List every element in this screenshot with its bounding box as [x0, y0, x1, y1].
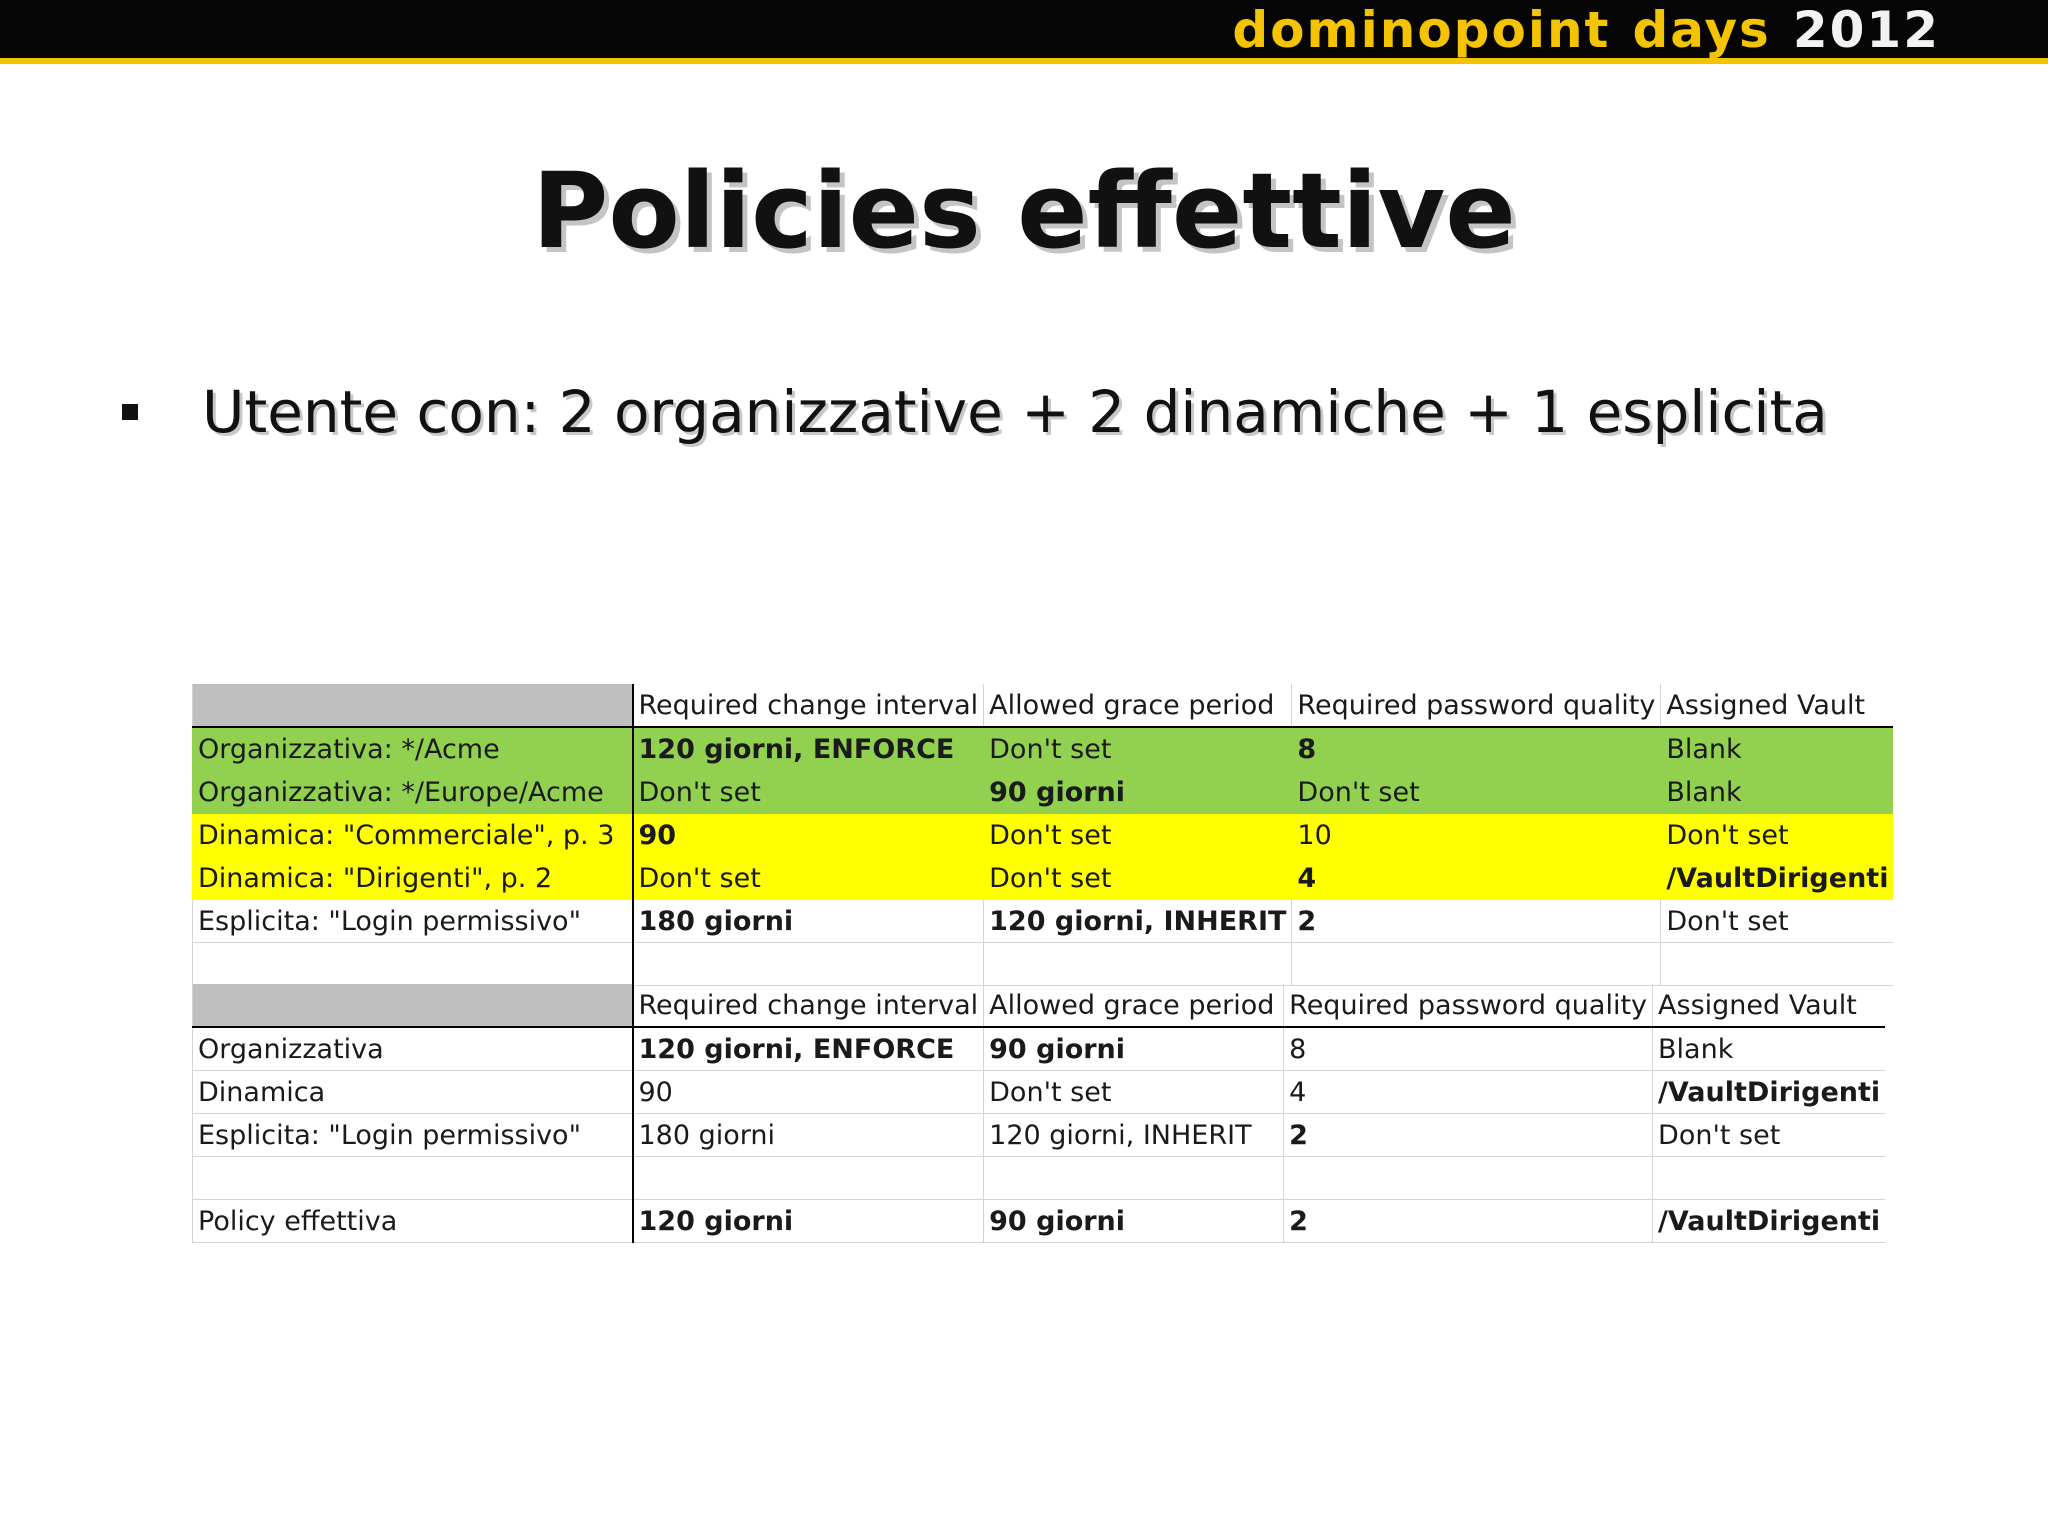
- table-cell: Don't set: [984, 727, 1292, 771]
- brand-logo: [1232, 2, 1940, 58]
- policies-table-body: [193, 684, 1894, 986]
- table-cell: 120 giorni, ENFORCE: [633, 1027, 984, 1071]
- brand-year: 2012: [1792, 1, 1940, 59]
- table-row: [193, 943, 1894, 986]
- column-header: Allowed grace period: [984, 984, 1284, 1027]
- table-cell: 120 giorni: [633, 1200, 984, 1243]
- table-cell: /VaultDirigenti: [1653, 1071, 1886, 1114]
- table-cell: Organizzativa: [193, 1027, 633, 1071]
- table-cell: [1661, 943, 1894, 986]
- square-bullet-icon: [122, 404, 138, 420]
- table-cell: [984, 1157, 1284, 1200]
- table-cell: 8: [1284, 1027, 1653, 1071]
- table-cell: Don't set: [1653, 1114, 1886, 1157]
- table-cell: [1284, 1157, 1653, 1200]
- table-cell: 4: [1284, 1071, 1653, 1114]
- table-row: [193, 857, 1894, 900]
- table-cell: [633, 1157, 984, 1200]
- effective-policy-table-body: [193, 984, 1886, 1243]
- table-cell: Esplicita: "Login permissivo": [193, 900, 633, 943]
- table-cell: 10: [1292, 814, 1661, 857]
- table-cell: 2: [1284, 1114, 1653, 1157]
- table-cell: Don't set: [1661, 814, 1894, 857]
- column-header: Required change interval: [633, 684, 984, 727]
- policies-table: [192, 684, 1893, 986]
- table-cell: Dinamica: [193, 1071, 633, 1114]
- table-cell: 90: [633, 814, 984, 857]
- table-row: [193, 814, 1894, 857]
- table-row: [193, 1114, 1886, 1157]
- column-header: [193, 684, 633, 727]
- table-cell: /VaultDirigenti: [1661, 857, 1894, 900]
- table-cell: [633, 943, 984, 986]
- table-cell: Don't set: [1661, 900, 1894, 943]
- slide-title: Policies effettive: [532, 150, 1516, 272]
- table-cell: /VaultDirigenti: [1653, 1200, 1886, 1243]
- table-cell: [1292, 943, 1661, 986]
- brand-word-days: days: [1632, 1, 1771, 59]
- table-row: [193, 771, 1894, 814]
- table-cell: Don't set: [984, 857, 1292, 900]
- table-cell: Blank: [1661, 727, 1894, 771]
- table-row: [193, 1157, 1886, 1200]
- column-header: Allowed grace period: [984, 684, 1292, 727]
- table-row: [193, 727, 1894, 771]
- table-cell: Blank: [1653, 1027, 1886, 1071]
- column-header: Assigned Vault: [1661, 684, 1894, 727]
- table-cell: Don't set: [984, 1071, 1284, 1114]
- table-cell: 90 giorni: [984, 771, 1292, 814]
- column-header: Required change interval: [633, 984, 984, 1027]
- table-cell: Organizzativa: */Europe/Acme: [193, 771, 633, 814]
- table-row: [193, 900, 1894, 943]
- table-cell: Don't set: [984, 814, 1292, 857]
- brand-word-dominopoint: dominopoint: [1232, 1, 1611, 59]
- column-header: Required password quality: [1292, 684, 1661, 727]
- table-cell: 90: [633, 1071, 984, 1114]
- table-cell: [193, 1157, 633, 1200]
- table-cell: 120 giorni, ENFORCE: [633, 727, 984, 771]
- table-cell: 120 giorni, INHERIT: [984, 900, 1292, 943]
- top-banner: [0, 0, 2048, 64]
- table-cell: 8: [1292, 727, 1661, 771]
- table-cell: [193, 943, 633, 986]
- header-row: [193, 984, 1886, 1027]
- table-cell: 180 giorni: [633, 1114, 984, 1157]
- table-cell: 4: [1292, 857, 1661, 900]
- column-header: [193, 984, 633, 1027]
- table-cell: Esplicita: "Login permissivo": [193, 1114, 633, 1157]
- table-cell: 90 giorni: [984, 1027, 1284, 1071]
- table-row: [193, 1071, 1886, 1114]
- header-row: [193, 684, 1894, 727]
- table-cell: 2: [1284, 1200, 1653, 1243]
- table-cell: Policy effettiva: [193, 1200, 633, 1243]
- table-cell: [984, 943, 1292, 986]
- table-cell: 180 giorni: [633, 900, 984, 943]
- table-cell: [1653, 1157, 1886, 1200]
- table-cell: Dinamica: "Dirigenti", p. 2: [193, 857, 633, 900]
- table-cell: Dinamica: "Commerciale", p. 3: [193, 814, 633, 857]
- table-cell: Don't set: [633, 857, 984, 900]
- table-row: [193, 1200, 1886, 1243]
- column-header: Assigned Vault: [1653, 984, 1886, 1027]
- table-cell: Blank: [1661, 771, 1894, 814]
- table-cell: 90 giorni: [984, 1200, 1284, 1243]
- table-cell: 120 giorni, INHERIT: [984, 1114, 1284, 1157]
- table-row: [193, 1027, 1886, 1071]
- table-cell: Don't set: [1292, 771, 1661, 814]
- table-cell: 2: [1292, 900, 1661, 943]
- table-cell: Organizzativa: */Acme: [193, 727, 633, 771]
- effective-policy-table: [192, 984, 1885, 1243]
- column-header: Required password quality: [1284, 984, 1653, 1027]
- table-cell: Don't set: [633, 771, 984, 814]
- bullet-text: Utente con: 2 organizzative + 2 dinamiche + 1 esplicita: [202, 378, 1828, 446]
